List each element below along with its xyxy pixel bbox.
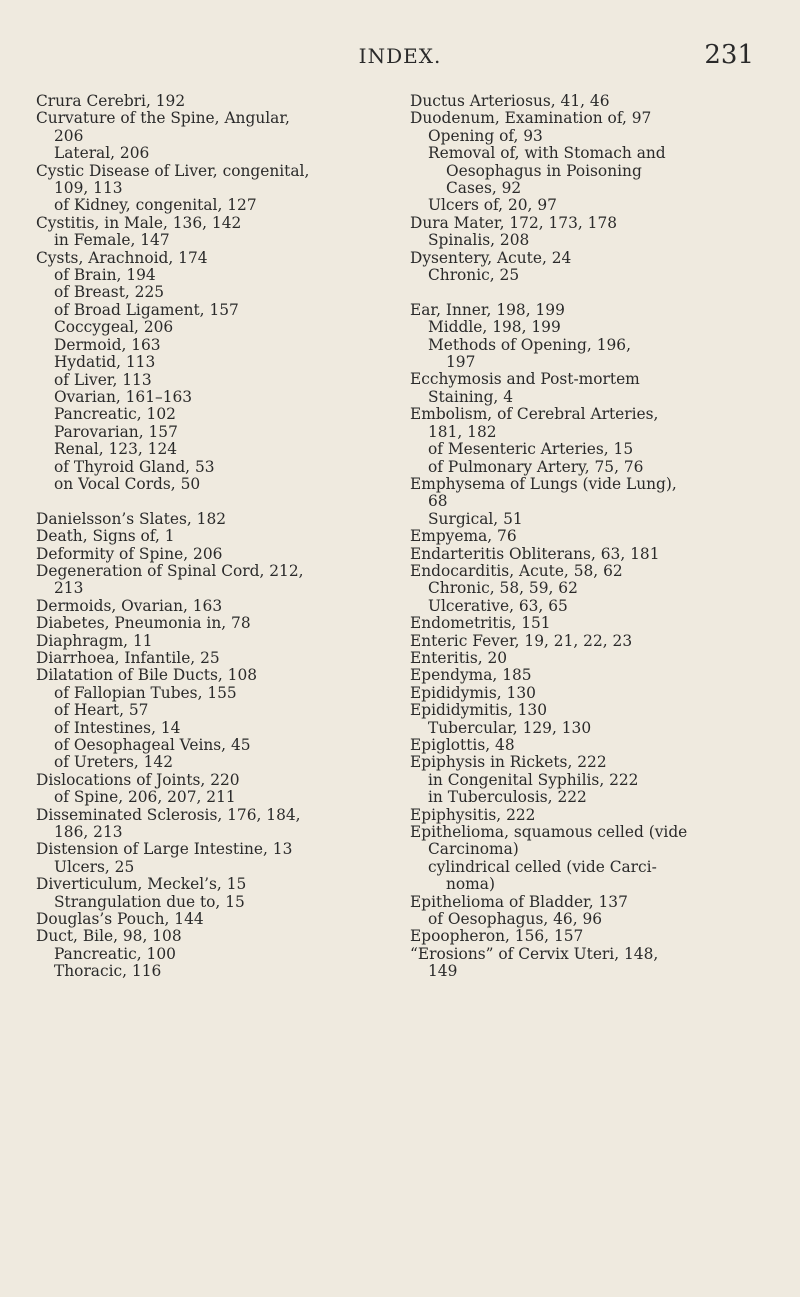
- index-subentry: [410, 720, 755, 737]
- index-entry: [36, 911, 381, 928]
- index-line: Opening of, 93: [428, 126, 543, 145]
- index-line: Staining, 4: [428, 387, 514, 406]
- index-subentry: [410, 267, 755, 284]
- index-entry: [36, 650, 381, 667]
- index-entry: [410, 110, 755, 127]
- index-subentry: [36, 789, 381, 806]
- index-line: Douglas’s Pouch, 144: [36, 910, 204, 929]
- index-entry: [36, 615, 381, 632]
- index-subentry: [36, 685, 381, 702]
- index-subentry: [410, 580, 755, 597]
- index-line: of Pulmonary Artery, 75, 76: [428, 457, 644, 476]
- index-line: Endocarditis, Acute, 58, 62: [410, 561, 623, 580]
- index-subentry: [36, 859, 381, 876]
- index-line: Enteritis, 20: [410, 648, 508, 667]
- page-number: 231: [704, 40, 754, 70]
- index-subentry: [36, 946, 381, 963]
- index-subentry: [36, 737, 381, 754]
- index-line: Epiglottis, 48: [410, 736, 515, 755]
- index-entry: [410, 928, 755, 945]
- index-line: of Ureters, 142: [54, 753, 173, 772]
- index-line: Diabetes, Pneumonia in, 78: [36, 614, 251, 633]
- index-entry: [410, 250, 755, 267]
- index-subentry: [36, 894, 381, 911]
- index-line: 197: [446, 353, 476, 372]
- index-line: Thoracic, 116: [54, 962, 162, 981]
- index-subentry: [36, 406, 381, 423]
- index-line: Embolism, of Cerebral Arteries,: [410, 405, 659, 424]
- index-line: of Broad Ligament, 157: [54, 300, 239, 319]
- index-line: Coccygeal, 206: [54, 318, 174, 337]
- index-line: in Tuberculosis, 222: [428, 788, 587, 807]
- index-line: Surgical, 51: [428, 509, 523, 528]
- index-entry: [410, 546, 755, 563]
- index-line: of Fallopian Tubes, 155: [54, 683, 237, 702]
- index-line: of Intestines, 14: [54, 718, 181, 737]
- index-subentry: [36, 302, 381, 319]
- index-line: Epididymitis, 130: [410, 701, 548, 720]
- index-line: Epididymis, 130: [410, 683, 536, 702]
- index-line: Cysts, Arachnoid, 174: [36, 248, 208, 267]
- index-line: Cystic Disease of Liver, congenital,: [36, 161, 310, 180]
- index-line: 68: [428, 492, 448, 511]
- index-subentry: [410, 859, 755, 894]
- index-entry: [410, 93, 755, 110]
- index-entry: [36, 807, 381, 842]
- index-subentry: [36, 754, 381, 771]
- index-line: of Spine, 206, 207, 211: [54, 788, 236, 807]
- index-line: of Oesophagus, 46, 96: [428, 910, 603, 929]
- index-line: in Female, 147: [54, 231, 170, 250]
- index-line: 149: [428, 962, 458, 981]
- index-entry: [410, 302, 755, 319]
- index-entry: [410, 476, 755, 511]
- index-line: Deformity of Spine, 206: [36, 544, 223, 563]
- index-column-left: [36, 93, 381, 981]
- index-line: Epoopheron, 156, 157: [410, 927, 584, 946]
- index-entry: [36, 598, 381, 615]
- index-subentry: [36, 145, 381, 162]
- index-entry: [410, 685, 755, 702]
- index-line: of Kidney, congenital, 127: [54, 196, 257, 215]
- index-entry: [36, 110, 381, 145]
- index-entry: [410, 946, 755, 981]
- index-line: Strangulation due to, 15: [54, 892, 245, 911]
- index-line: Curvature of the Spine, Angular,: [36, 109, 290, 128]
- index-subentry: [410, 459, 755, 476]
- index-line: Epiphysitis, 222: [410, 805, 536, 824]
- index-line: Lateral, 206: [54, 144, 150, 163]
- index-subentry: [36, 337, 381, 354]
- index-entry: [410, 215, 755, 232]
- index-line: Oesophagus in Poisoning: [446, 161, 642, 180]
- index-entry: [410, 406, 755, 441]
- index-line: Danielsson’s Slates, 182: [36, 509, 227, 528]
- index-line: on Vocal Cords, 50: [54, 474, 201, 493]
- index-line: of Brain, 194: [54, 266, 156, 285]
- index-line: Diarrhoea, Infantile, 25: [36, 648, 220, 667]
- index-subentry: [410, 319, 755, 336]
- index-line: in Congenital Syphilis, 222: [428, 770, 639, 789]
- index-subentry: [36, 459, 381, 476]
- index-line: 186, 213: [54, 823, 123, 842]
- index-entry: [410, 563, 755, 580]
- index-line: 206: [54, 126, 84, 145]
- index-entry: [36, 928, 381, 945]
- index-line: Degeneration of Spinal Cord, 212,: [36, 561, 304, 580]
- index-entry: [410, 528, 755, 545]
- index-line: cylindrical celled (vide Carci-: [428, 857, 657, 876]
- index-subentry: [410, 232, 755, 249]
- index-line: Dermoids, Ovarian, 163: [36, 596, 223, 615]
- running-title: INDEX.: [358, 44, 442, 68]
- index-entry: [36, 93, 381, 110]
- index-subentry: [410, 441, 755, 458]
- index-entry: [36, 633, 381, 650]
- index-line: Dislocations of Joints, 220: [36, 770, 240, 789]
- index-line: of Oesophageal Veins, 45: [54, 736, 251, 755]
- index-line: Empyema, 76: [410, 527, 517, 546]
- index-subentry: [410, 337, 755, 372]
- index-line: Parovarian, 157: [54, 422, 178, 441]
- index-line: Ulcers of, 20, 97: [428, 196, 557, 215]
- index-line: of Heart, 57: [54, 701, 149, 720]
- index-line: Ependyma, 185: [410, 666, 532, 685]
- index-subentry: [36, 197, 381, 214]
- index-line: Duodenum, Examination of, 97: [410, 109, 652, 128]
- index-subentry: [36, 424, 381, 441]
- index-line: 109, 113: [54, 179, 123, 198]
- index-subentry: [36, 284, 381, 301]
- index-entry: [410, 824, 755, 859]
- index-column-right: [410, 93, 755, 981]
- index-entry: [36, 563, 381, 598]
- index-entry: [36, 772, 381, 789]
- index-line: noma): [446, 875, 495, 894]
- index-entry: [410, 615, 755, 632]
- index-entry: [36, 841, 381, 858]
- index-line: Chronic, 58, 59, 62: [428, 579, 578, 598]
- section-gap: [36, 493, 381, 510]
- page-header: [0, 40, 800, 74]
- index-line: Disseminated Sclerosis, 176, 184,: [36, 805, 301, 824]
- index-subentry: [36, 476, 381, 493]
- index-line: Ecchymosis and Post-mortem: [410, 370, 640, 389]
- index-entry: [36, 546, 381, 563]
- index-line: Endarteritis Obliterans, 63, 181: [410, 544, 660, 563]
- index-line: “Erosions” of Cervix Uteri, 148,: [410, 944, 659, 963]
- index-entry: [410, 371, 755, 406]
- index-line: Epithelioma, squamous celled (vide: [410, 823, 688, 842]
- index-subentry: [410, 511, 755, 528]
- index-line: of Thyroid Gland, 53: [54, 457, 215, 476]
- index-line: Hydatid, 113: [54, 353, 156, 372]
- index-subentry: [410, 197, 755, 214]
- index-line: Emphysema of Lungs (vide Lung),: [410, 474, 677, 493]
- index-line: Ulcers, 25: [54, 857, 135, 876]
- index-line: Distension of Large Intestine, 13: [36, 840, 293, 859]
- index-line: Ductus Arteriosus, 41, 46: [410, 92, 610, 110]
- index-line: Cases, 92: [446, 179, 522, 198]
- index-subentry: [36, 354, 381, 371]
- index-line: Crura Cerebri, 192: [36, 92, 186, 110]
- index-line: 181, 182: [428, 422, 497, 441]
- index-entry: [410, 702, 755, 719]
- index-line: Dermoid, 163: [54, 335, 161, 354]
- index-entry: [410, 650, 755, 667]
- index-subentry: [36, 232, 381, 249]
- index-line: Endometritis, 151: [410, 614, 551, 633]
- index-subentry: [410, 772, 755, 789]
- index-line: of Breast, 225: [54, 283, 165, 302]
- index-subentry: [36, 267, 381, 284]
- index-entry: [36, 667, 381, 684]
- index-entry: [410, 754, 755, 771]
- index-line: Duct, Bile, 98, 108: [36, 927, 182, 946]
- index-entry: [410, 667, 755, 684]
- index-line: Pancreatic, 100: [54, 944, 176, 963]
- index-subentry: [36, 389, 381, 406]
- index-subentry: [410, 911, 755, 928]
- index-subentry: [36, 372, 381, 389]
- index-subentry: [410, 598, 755, 615]
- index-subentry: [36, 702, 381, 719]
- index-entry: [36, 511, 381, 528]
- index-line: Middle, 198, 199: [428, 318, 561, 337]
- index-entry: [36, 876, 381, 893]
- index-subentry: [36, 720, 381, 737]
- index-line: Methods of Opening, 196,: [428, 335, 631, 354]
- index-subentry: [410, 145, 755, 197]
- index-line: Dysentery, Acute, 24: [410, 248, 572, 267]
- index-line: Epiphysis in Rickets, 222: [410, 753, 607, 772]
- index-line: Death, Signs of, 1: [36, 527, 175, 546]
- index-entry: [410, 807, 755, 824]
- index-line: Epithelioma of Bladder, 137: [410, 892, 628, 911]
- index-entry: [36, 215, 381, 232]
- index-entry: [36, 528, 381, 545]
- index-subentry: [36, 441, 381, 458]
- index-entry: [410, 633, 755, 650]
- index-line: Pancreatic, 102: [54, 405, 176, 424]
- index-subentry: [410, 789, 755, 806]
- index-line: Chronic, 25: [428, 266, 520, 285]
- index-subentry: [36, 319, 381, 336]
- index-line: Carcinoma): [428, 840, 519, 859]
- index-entry: [410, 894, 755, 911]
- section-gap: [410, 284, 755, 301]
- index-entry: [410, 737, 755, 754]
- index-line: Dilatation of Bile Ducts, 108: [36, 666, 258, 685]
- index-line: Ovarian, 161–163: [54, 387, 193, 406]
- index-subentry: [36, 963, 381, 980]
- index-subentry: [410, 128, 755, 145]
- index-entry: [36, 163, 381, 198]
- index-line: Tubercular, 129, 130: [428, 718, 592, 737]
- index-line: of Liver, 113: [54, 370, 152, 389]
- index-line: Cystitis, in Male, 136, 142: [36, 213, 242, 232]
- index-line: Diverticulum, Meckel’s, 15: [36, 875, 247, 894]
- index-line: Enteric Fever, 19, 21, 22, 23: [410, 631, 633, 650]
- index-line: of Mesenteric Arteries, 15: [428, 440, 634, 459]
- index-line: 213: [54, 579, 84, 598]
- index-line: Diaphragm, 11: [36, 631, 153, 650]
- index-line: Dura Mater, 172, 173, 178: [410, 213, 618, 232]
- index-line: Spinalis, 208: [428, 231, 530, 250]
- index-line: Renal, 123, 124: [54, 440, 178, 459]
- index-entry: [36, 250, 381, 267]
- index-line: Ulcerative, 63, 65: [428, 596, 568, 615]
- index-line: Ear, Inner, 198, 199: [410, 300, 565, 319]
- index-line: Removal of, with Stomach and: [428, 144, 666, 163]
